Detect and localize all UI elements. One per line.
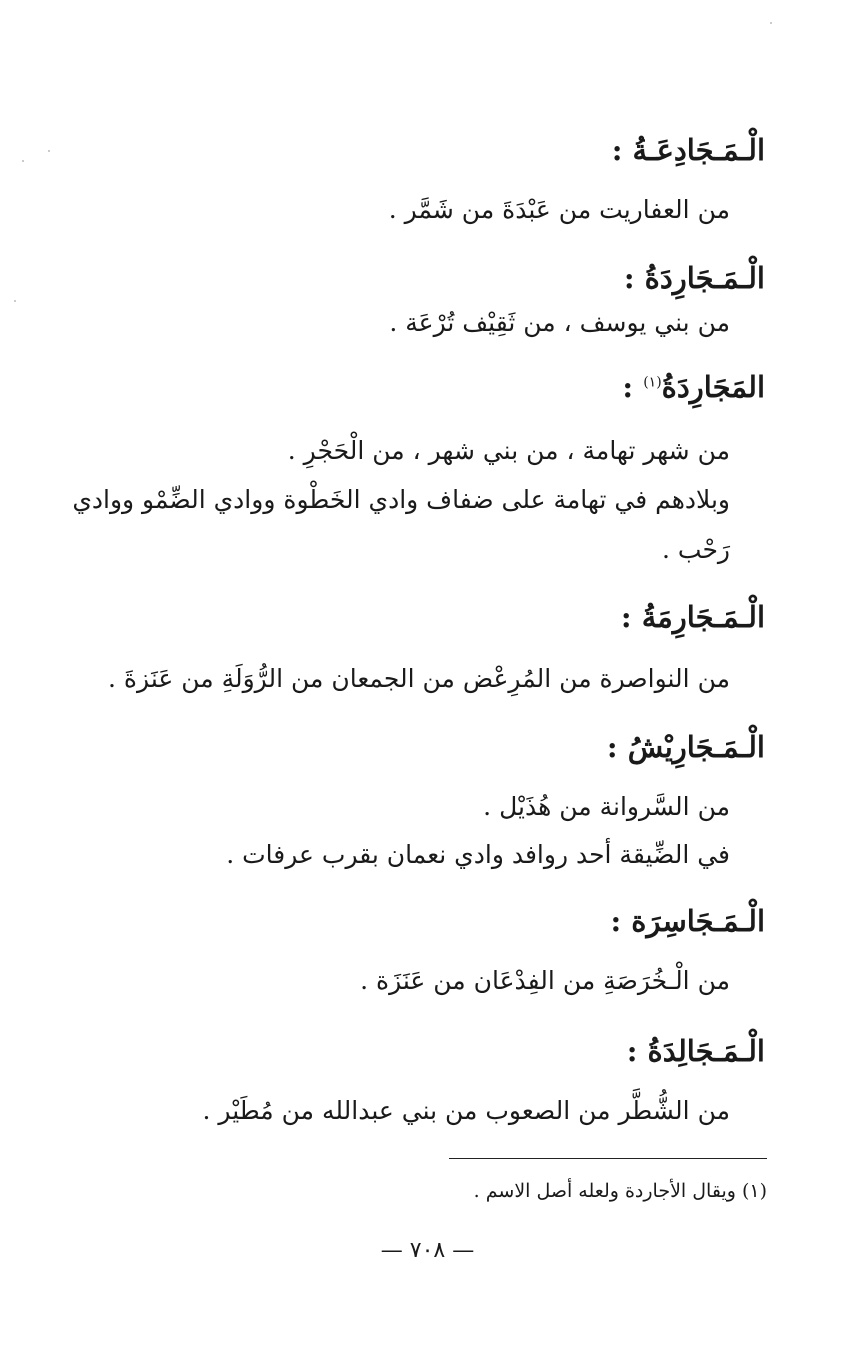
footnote-divider xyxy=(449,1158,767,1159)
entry-text-line: من بني يوسف ، من ثَقِيْف تُرْعَة . xyxy=(389,308,730,337)
entry-text-line: من شهر تهامة ، من بني شهر ، من الْحَجْرِ . xyxy=(287,436,730,465)
entry-heading: الْـمَـجَارِيْشُ : xyxy=(606,730,765,764)
scan-speck xyxy=(14,300,16,302)
entry-text-line: من السَّروانة من هُذَيْل . xyxy=(483,792,730,821)
entry-heading: الْـمَـجَارِمَةُ : xyxy=(620,600,765,634)
entry-text-line: رَحْب . xyxy=(662,535,730,564)
scan-speck xyxy=(22,160,24,162)
entry-text-line: في الضِّيقة أحد روافد وادي نعمان بقرب عرفات . xyxy=(226,840,730,869)
scan-speck xyxy=(48,150,50,152)
footnote-reference: (١) xyxy=(643,374,662,391)
page-number: — ٧٠٨ — xyxy=(380,1238,475,1263)
entry-text-line: من الشُّطَّر من الصعوب من بني عبدالله من مُطَيْر . xyxy=(202,1096,730,1125)
entry-heading: الْـمَـجَاسِرَة : xyxy=(610,904,765,938)
entry-text-line: من النواصرة من المُرِعْض من الجمعان من الرُّوَلَةِ من عَنَزةَ . xyxy=(108,664,730,693)
entry-heading: الْـمَـجَارِدَةُ : xyxy=(623,261,765,295)
entry-text-line: من العفاريت من عَبْدَةَ من شَمَّر . xyxy=(388,195,730,224)
footnote-text: (١) ويقال الأجاردة ولعله أصل الاسم . xyxy=(473,1180,767,1202)
scan-speck xyxy=(770,22,772,24)
entry-heading: المَجَارِدَةُ$^{(١)}$ : xyxy=(622,370,765,404)
entry-heading: الْـمَـجَادِعَـةُ : xyxy=(611,133,765,167)
entry-text-line: وبلادهم في تهامة على ضفاف وادي الخَطْوة ووادي الضِّمْو ووادي xyxy=(72,485,730,514)
entry-text-line: من الْـخُرَصَةِ من الفِدْعَان من عَنَزَة . xyxy=(360,966,730,995)
entry-heading: الْـمَـجَالِدَةُ : xyxy=(626,1034,765,1068)
